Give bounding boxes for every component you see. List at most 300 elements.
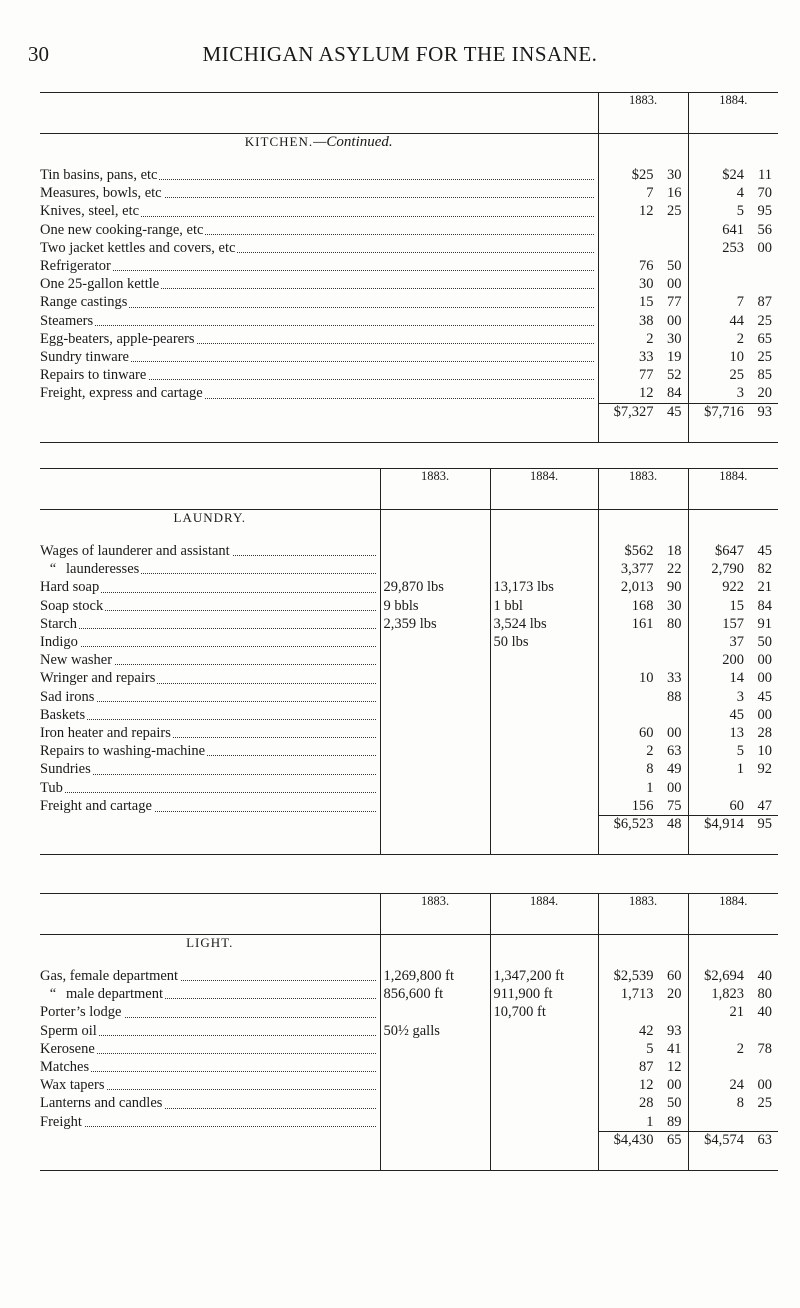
table-row xyxy=(40,967,778,985)
item-description xyxy=(40,312,598,330)
dollars: 76 xyxy=(639,258,654,275)
item-description xyxy=(40,348,598,366)
item-description xyxy=(40,706,380,724)
dollars: 2 xyxy=(736,1040,744,1057)
cents: 52 xyxy=(667,367,682,384)
dollars: $2,694 xyxy=(704,968,744,984)
cents: 45 xyxy=(757,688,772,705)
amount-1884 xyxy=(688,1040,778,1058)
amount-1883 xyxy=(598,293,688,311)
table-row xyxy=(40,384,778,403)
cents: 49 xyxy=(667,761,682,778)
cents: 40 xyxy=(757,968,772,984)
item-label: Repairs to washing-machine xyxy=(40,743,206,760)
amount-1884 xyxy=(688,366,778,384)
item-label: Soap stock xyxy=(40,597,104,614)
item-description xyxy=(40,366,598,384)
dollars: 60 xyxy=(639,725,654,742)
item-label: Wringer and repairs xyxy=(40,670,156,687)
page-header xyxy=(0,42,800,72)
dollars: 44 xyxy=(729,312,744,329)
cents: 65 xyxy=(757,330,772,347)
amount-1883 xyxy=(598,967,688,985)
amount-1883 xyxy=(598,706,688,724)
item-description xyxy=(40,578,380,596)
item-description xyxy=(40,724,380,742)
cents: 00 xyxy=(667,725,682,742)
quantity-1884: 10,700 ft xyxy=(490,1003,598,1021)
quantity-1884 xyxy=(490,1058,598,1076)
item-description xyxy=(40,967,380,985)
dollars: $4,574 xyxy=(704,1131,744,1148)
amount-1884 xyxy=(688,1003,778,1021)
cents: 50 xyxy=(757,634,772,651)
dollars: 33 xyxy=(639,349,654,366)
item-description xyxy=(40,221,598,239)
item-description xyxy=(40,779,380,797)
item-label: Egg-beaters, apple-pearers xyxy=(40,330,195,347)
amount-1883 xyxy=(598,202,688,220)
quantity-1884 xyxy=(490,560,598,578)
amount-1884 xyxy=(688,293,778,311)
dollars: 37 xyxy=(729,634,744,651)
dollars: 3 xyxy=(736,385,744,402)
amount-1883 xyxy=(598,597,688,615)
quantity-1883 xyxy=(380,1003,490,1021)
dollars: 12 xyxy=(639,203,654,220)
item-description xyxy=(40,275,598,293)
laundry-table xyxy=(40,468,778,855)
amount-1884 xyxy=(688,348,778,366)
item-description xyxy=(40,166,598,184)
amount-1884 xyxy=(688,633,778,651)
cents: 88 xyxy=(667,688,682,705)
dollars: 30 xyxy=(639,276,654,293)
table-row xyxy=(40,651,778,669)
dollars: $562 xyxy=(624,543,654,559)
dollars: 7 xyxy=(646,185,654,202)
quantity-1884 xyxy=(490,779,598,797)
amount-1884 xyxy=(688,1022,778,1040)
amount-1883 xyxy=(598,1076,688,1094)
item-label: Matches xyxy=(40,1059,90,1076)
amount-1884 xyxy=(688,742,778,760)
dollars: 45 xyxy=(729,706,744,723)
quantity-1883 xyxy=(380,1076,490,1094)
total-1884 xyxy=(688,816,778,851)
item-label: New washer xyxy=(40,652,113,669)
item-label: Wax tapers xyxy=(40,1077,105,1094)
cents: 21 xyxy=(757,579,772,596)
table-row xyxy=(40,578,778,596)
table-row xyxy=(40,669,778,687)
cents: 60 xyxy=(667,968,682,984)
dollars: 922 xyxy=(722,579,744,596)
table-row xyxy=(40,1058,778,1076)
item-description xyxy=(40,239,598,257)
quantity-1883 xyxy=(380,1113,490,1132)
amount-1883 xyxy=(598,633,688,651)
cents: 00 xyxy=(667,779,682,796)
item-label: Tub xyxy=(40,779,63,796)
dollars: $24 xyxy=(722,167,744,183)
dollars: 1 xyxy=(646,1113,654,1130)
amount-1884 xyxy=(688,967,778,985)
amount-1883 xyxy=(598,688,688,706)
dollars: 2,013 xyxy=(620,579,654,596)
quantity-1884 xyxy=(490,797,598,816)
laundry-header-row xyxy=(40,469,778,510)
kitchen-section-title: KITCHEN.—Continued. xyxy=(244,134,393,150)
cents: 30 xyxy=(667,330,682,347)
ditto-mark: “ xyxy=(49,986,57,1003)
cents: 00 xyxy=(667,1077,682,1094)
item-label: Kerosene xyxy=(40,1040,95,1057)
quantity-1883 xyxy=(380,688,490,706)
cents: 18 xyxy=(667,543,682,559)
cents: 12 xyxy=(667,1059,682,1076)
cents: 47 xyxy=(757,797,772,814)
quantity-1884 xyxy=(490,1113,598,1132)
quantity-1883 xyxy=(380,1094,490,1112)
amount-1884 xyxy=(688,985,778,1003)
dollars: 1 xyxy=(736,761,744,778)
dollars: 14 xyxy=(729,670,744,687)
quantity-1884: 911,900 ft xyxy=(490,985,598,1003)
dollars: $7,327 xyxy=(613,403,654,420)
amount-1883 xyxy=(598,257,688,275)
cents: 92 xyxy=(757,761,772,778)
amount-1883 xyxy=(598,651,688,669)
amount-1883 xyxy=(598,560,688,578)
table-row xyxy=(40,293,778,311)
cents: 89 xyxy=(667,1113,682,1130)
quantity-1883 xyxy=(380,651,490,669)
table-row xyxy=(40,1040,778,1058)
cents: 10 xyxy=(757,743,772,760)
item-description xyxy=(40,651,380,669)
dollars: 5 xyxy=(736,203,744,220)
light-table xyxy=(40,893,778,1171)
dollars: $7,716 xyxy=(704,403,744,420)
amount-1884 xyxy=(688,779,778,797)
quantity-1883: 856,600 ft xyxy=(380,985,490,1003)
quantity-1883 xyxy=(380,706,490,724)
cents: 82 xyxy=(757,561,772,578)
cents: 00 xyxy=(757,706,772,723)
item-label: Sundries xyxy=(40,761,91,778)
amount-1883 xyxy=(598,312,688,330)
amount-1883 xyxy=(598,669,688,687)
dollars: 253 xyxy=(722,239,744,256)
amount-1884 xyxy=(688,760,778,778)
total-1883 xyxy=(598,1131,688,1166)
dollars: 7 xyxy=(736,294,744,311)
item-description xyxy=(40,384,598,403)
cents: 00 xyxy=(667,312,682,329)
cents: 95 xyxy=(757,816,772,833)
dollars: 87 xyxy=(639,1059,654,1076)
cents: 28 xyxy=(757,725,772,742)
cents: 00 xyxy=(757,652,772,669)
dollars: 3,377 xyxy=(620,561,654,578)
table-row xyxy=(40,760,778,778)
quantity-1884 xyxy=(490,542,598,560)
dollars: 12 xyxy=(639,385,654,402)
dollars: 10 xyxy=(639,670,654,687)
amount-1883 xyxy=(598,1094,688,1112)
dollars: $25 xyxy=(631,167,654,183)
dollars: 10 xyxy=(729,349,744,366)
amount-1883 xyxy=(598,348,688,366)
table-row xyxy=(40,330,778,348)
amount-1884 xyxy=(688,1094,778,1112)
dollars: 1,713 xyxy=(620,986,654,1003)
dot-leader xyxy=(40,325,594,326)
table-row xyxy=(40,348,778,366)
table-row xyxy=(40,166,778,184)
item-label: Lanterns and candles xyxy=(40,1095,163,1112)
item-label: Hard soap xyxy=(40,579,100,596)
dollars: 2 xyxy=(736,330,744,347)
amount-1884 xyxy=(688,1113,778,1132)
kitchen-table xyxy=(40,92,778,443)
amount-1884 xyxy=(688,724,778,742)
item-label: Repairs to tinware xyxy=(40,367,147,384)
item-description xyxy=(40,1076,380,1094)
dollars: 24 xyxy=(729,1077,744,1094)
amount-1883 xyxy=(598,239,688,257)
table-row xyxy=(40,366,778,384)
amount-1883 xyxy=(598,366,688,384)
quantity-1883 xyxy=(380,760,490,778)
dollars: 12 xyxy=(639,1077,654,1094)
item-label: Steamers xyxy=(40,312,94,329)
cents: 77 xyxy=(667,294,682,311)
quantity-1884 xyxy=(490,1022,598,1040)
amount-1884 xyxy=(688,578,778,596)
dollars: 42 xyxy=(639,1022,654,1039)
amount-1884 xyxy=(688,1076,778,1094)
item-description xyxy=(40,1094,380,1112)
dollars: 200 xyxy=(722,652,744,669)
dollars: 641 xyxy=(722,221,744,238)
item-label: Refrigerator xyxy=(40,258,111,275)
dollars: 60 xyxy=(729,797,744,814)
dollars: 5 xyxy=(736,743,744,760)
dollars: 25 xyxy=(729,367,744,384)
cents: 65 xyxy=(667,1131,682,1148)
item-label: Measures, bowls, etc xyxy=(40,185,162,202)
item-label: launderesses xyxy=(66,561,140,578)
amount-1884 xyxy=(688,597,778,615)
dollars: 156 xyxy=(631,797,654,814)
table-row xyxy=(40,1094,778,1112)
amount-1883 xyxy=(598,1022,688,1040)
amount-1883 xyxy=(598,1113,688,1132)
item-description xyxy=(40,1058,380,1076)
dot-leader xyxy=(40,628,376,629)
item-description xyxy=(40,669,380,687)
amount-1884 xyxy=(688,312,778,330)
quantity-1883 xyxy=(380,542,490,560)
dollars: 2 xyxy=(646,743,654,760)
ditto-mark: “ xyxy=(49,561,57,578)
quantity-1884 xyxy=(490,669,598,687)
item-description xyxy=(40,184,598,202)
cents: 70 xyxy=(757,185,772,202)
item-description xyxy=(40,202,598,220)
cents: 25 xyxy=(667,203,682,220)
cents: 20 xyxy=(757,385,772,402)
dollars: 13 xyxy=(729,725,744,742)
quantity-1884 xyxy=(490,688,598,706)
total-row xyxy=(40,403,778,438)
cents: 22 xyxy=(667,561,682,578)
item-description xyxy=(40,1003,380,1021)
cents: 78 xyxy=(757,1040,772,1057)
amount-1884 xyxy=(688,275,778,293)
amount-1884 xyxy=(688,239,778,257)
amount-1883 xyxy=(598,615,688,633)
item-label: male department xyxy=(66,986,164,1003)
item-label: One 25-gallon kettle xyxy=(40,276,160,293)
amount-1884 xyxy=(688,184,778,202)
dollars: $4,430 xyxy=(613,1131,654,1148)
dollars: 2 xyxy=(646,330,654,347)
table-row xyxy=(40,797,778,816)
light-col-a1884: 1884. xyxy=(688,894,778,935)
page-number: 30 xyxy=(28,42,49,66)
table-row xyxy=(40,688,778,706)
quantity-1883 xyxy=(380,633,490,651)
amount-1883 xyxy=(598,1003,688,1021)
dollars: 4 xyxy=(736,185,744,202)
item-label: Sad irons xyxy=(40,688,95,705)
item-description xyxy=(40,985,380,1003)
dollars: 168 xyxy=(631,597,654,614)
cents: 00 xyxy=(757,670,772,687)
table-row xyxy=(40,542,778,560)
table-row xyxy=(40,1113,778,1132)
total-1883 xyxy=(598,403,688,438)
laundry-col-a1883: 1883. xyxy=(598,469,688,510)
cents: 85 xyxy=(757,367,772,384)
dot-leader xyxy=(40,1126,376,1127)
amount-1884 xyxy=(688,330,778,348)
dot-leader xyxy=(40,646,376,647)
amount-1883 xyxy=(598,578,688,596)
cents: 50 xyxy=(667,1095,682,1112)
amount-1883 xyxy=(598,184,688,202)
dollars: $4,914 xyxy=(704,816,744,833)
item-description xyxy=(40,797,380,816)
item-label: Baskets xyxy=(40,706,86,723)
cents: 45 xyxy=(757,543,772,559)
dollars: 21 xyxy=(729,1004,744,1021)
cents: 84 xyxy=(757,597,772,614)
cents: 84 xyxy=(667,385,682,402)
cents: 25 xyxy=(757,312,772,329)
cents: 56 xyxy=(757,221,772,238)
dollars: 15 xyxy=(639,294,654,311)
quantity-1883 xyxy=(380,742,490,760)
item-label: Starch xyxy=(40,615,78,632)
item-description xyxy=(40,330,598,348)
cents: 30 xyxy=(667,597,682,614)
cents: 25 xyxy=(757,1095,772,1112)
dollars: 161 xyxy=(631,615,654,632)
amount-1884 xyxy=(688,202,778,220)
dot-leader xyxy=(40,719,376,720)
item-label: Range castings xyxy=(40,294,128,311)
dollars: 8 xyxy=(736,1095,744,1112)
cents: 19 xyxy=(667,349,682,366)
kitchen-col-1884: 1884. xyxy=(688,93,778,134)
quantity-1884: 1 bbl xyxy=(490,597,598,615)
total-1884 xyxy=(688,1131,778,1166)
item-description xyxy=(40,633,380,651)
amount-1883 xyxy=(598,742,688,760)
item-label: Gas, female department xyxy=(40,968,179,984)
dollars: 5 xyxy=(646,1040,654,1057)
total-row xyxy=(40,816,778,851)
table-row xyxy=(40,312,778,330)
item-label: Freight and cartage xyxy=(40,797,152,814)
cents: 00 xyxy=(757,1077,772,1094)
amount-1884 xyxy=(688,166,778,184)
quantity-1884 xyxy=(490,1040,598,1058)
quantity-1884 xyxy=(490,706,598,724)
dollars: $2,539 xyxy=(613,968,654,984)
amount-1883 xyxy=(598,384,688,403)
item-label: Freight, express and cartage xyxy=(40,385,203,402)
amount-1884 xyxy=(688,669,778,687)
amount-1883 xyxy=(598,275,688,293)
table-row xyxy=(40,779,778,797)
item-description xyxy=(40,257,598,275)
dollars: $6,523 xyxy=(613,816,654,833)
amount-1884 xyxy=(688,560,778,578)
item-description xyxy=(40,293,598,311)
quantity-1884: 3,524 lbs xyxy=(490,615,598,633)
kitchen-col-1883: 1883. xyxy=(598,93,688,134)
table-row xyxy=(40,597,778,615)
table-row xyxy=(40,1022,778,1040)
dollars: 1,823 xyxy=(711,986,744,1003)
cents: 87 xyxy=(757,294,772,311)
cents: 75 xyxy=(667,797,682,814)
quantity-1883 xyxy=(380,560,490,578)
item-label: Indigo xyxy=(40,634,78,651)
amount-1884 xyxy=(688,542,778,560)
dollars: 8 xyxy=(646,761,654,778)
item-description xyxy=(40,688,380,706)
amount-1883 xyxy=(598,1058,688,1076)
item-description xyxy=(40,542,380,560)
laundry-section-title: LAUNDRY. xyxy=(173,510,246,525)
amount-1883 xyxy=(598,779,688,797)
quantity-1884 xyxy=(490,742,598,760)
light-section-title: LIGHT. xyxy=(186,935,234,950)
item-label: Iron heater and repairs xyxy=(40,725,171,742)
cents: 25 xyxy=(757,349,772,366)
quantity-1883 xyxy=(380,1040,490,1058)
item-label: One new cooking-range, etc xyxy=(40,221,204,238)
quantity-1884 xyxy=(490,724,598,742)
quantity-1883 xyxy=(380,724,490,742)
cents: 93 xyxy=(667,1022,682,1039)
